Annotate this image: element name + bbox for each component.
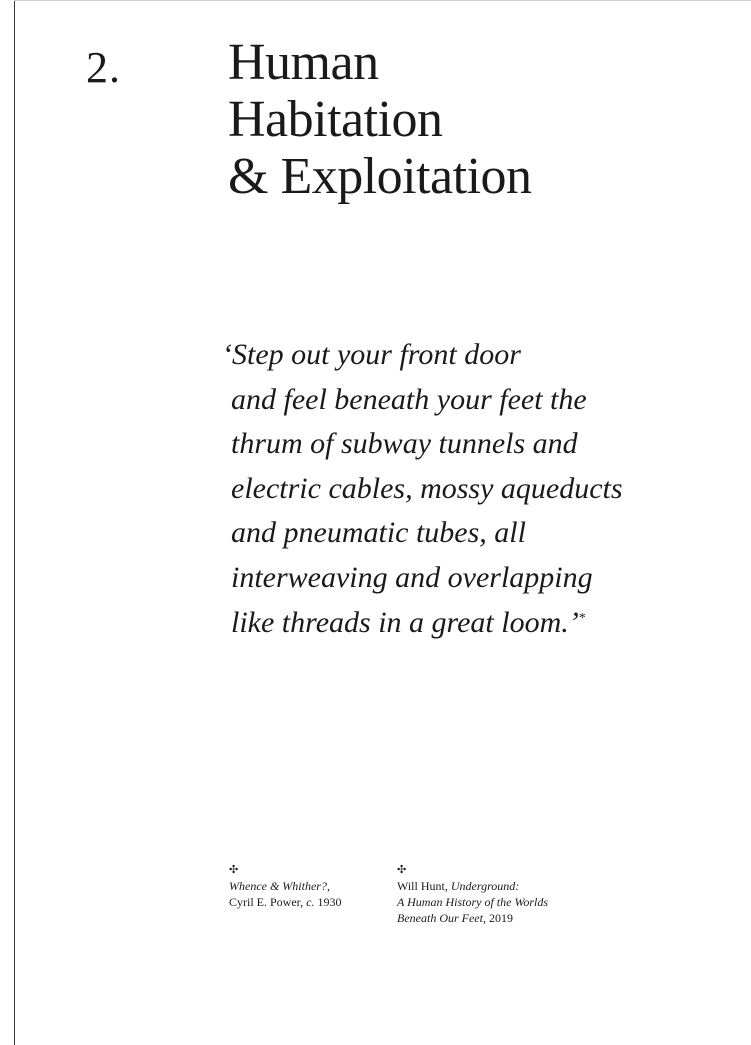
quote-line-last <box>222 601 623 646</box>
quote-source-caption <box>397 863 548 926</box>
caption-artwork-title: Whence & Whither?, <box>229 879 330 893</box>
quote-line: thrum of subway tunnels and <box>231 427 578 461</box>
quote-line-text: like threads in a great loom.’ <box>231 605 579 639</box>
quote-line: electric cables, mossy aqueducts <box>231 471 623 505</box>
source-line-1 <box>397 878 548 894</box>
footnote-marker: * <box>578 610 586 626</box>
chapter-title <box>228 34 532 205</box>
chapter-title-line: Human <box>228 34 379 91</box>
image-caption <box>229 863 342 910</box>
quote-line: and feel beneath your feet the <box>231 382 587 416</box>
caption-mark-icon: ✣ <box>397 864 407 876</box>
source-title-part: Beneath Our Feet <box>397 911 483 925</box>
caption-artist: Cyril E. Power, <box>229 895 307 909</box>
chapter-title-line: Habitation <box>228 91 443 148</box>
caption-circa: c. <box>306 895 315 909</box>
source-title-part: A Human History of the Worlds <box>397 895 549 909</box>
source-year: , 2019 <box>482 911 513 925</box>
quote-line: interweaving and overlapping <box>231 560 593 594</box>
caption-mark-icon: ✣ <box>229 864 239 876</box>
chapter-number: 2. <box>86 43 121 92</box>
chapter-title-line: & Exploitation <box>228 148 532 205</box>
page-edge-line <box>14 0 15 1045</box>
source-author: Will Hunt, <box>397 879 451 893</box>
caption-artist-line <box>229 894 342 910</box>
source-line-3 <box>397 910 548 926</box>
quote-line: and pneumatic tubes, all <box>231 516 526 550</box>
epigraph-quote <box>222 333 623 645</box>
caption-year: 1930 <box>314 895 342 909</box>
source-title-part: Underground: <box>450 879 520 893</box>
quote-line: ‘Step out your front door <box>222 338 521 371</box>
page-top-edge <box>14 0 751 1</box>
